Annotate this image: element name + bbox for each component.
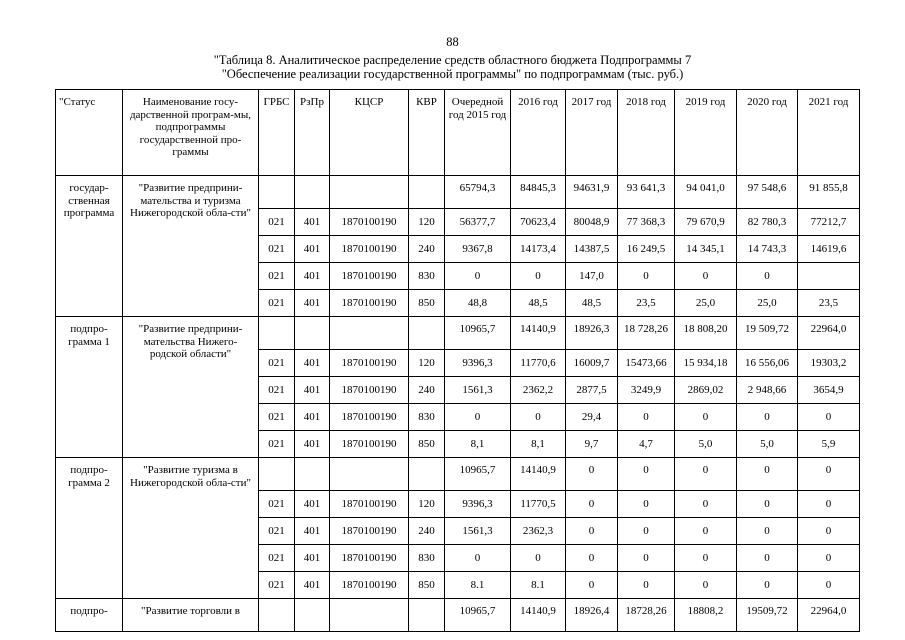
value-cell: 021 bbox=[259, 290, 295, 317]
value-cell: 0 bbox=[737, 545, 798, 572]
header-row bbox=[56, 90, 860, 176]
value-cell: 0 bbox=[675, 518, 737, 545]
value-cell: 18808,2 bbox=[675, 599, 737, 632]
value-cell: 0 bbox=[566, 518, 618, 545]
value-cell: 401 bbox=[295, 491, 330, 518]
value-cell: 93 641,3 bbox=[618, 176, 675, 209]
value-cell bbox=[295, 458, 330, 491]
value-cell bbox=[259, 317, 295, 350]
value-cell: 1870100190 bbox=[330, 572, 409, 599]
value-cell: 14140,9 bbox=[511, 458, 566, 491]
value-cell: 021 bbox=[259, 491, 295, 518]
value-cell: 240 bbox=[409, 518, 445, 545]
value-cell: 19 509,72 bbox=[737, 317, 798, 350]
value-cell: 021 bbox=[259, 518, 295, 545]
value-cell bbox=[259, 458, 295, 491]
value-cell: 2869,02 bbox=[675, 377, 737, 404]
value-cell: 1870100190 bbox=[330, 290, 409, 317]
col-kcsr-header: КЦСР bbox=[330, 90, 409, 176]
value-cell: 401 bbox=[295, 209, 330, 236]
table-row bbox=[56, 599, 860, 632]
value-cell: 5,0 bbox=[737, 431, 798, 458]
page-number: 88 bbox=[446, 35, 459, 49]
value-cell: 77 368,3 bbox=[618, 209, 675, 236]
value-cell: 830 bbox=[409, 263, 445, 290]
value-cell: 850 bbox=[409, 290, 445, 317]
value-cell: 401 bbox=[295, 431, 330, 458]
value-cell: 8.1 bbox=[511, 572, 566, 599]
value-cell: 48,5 bbox=[566, 290, 618, 317]
value-cell bbox=[798, 263, 860, 290]
value-cell: 0 bbox=[675, 458, 737, 491]
value-cell: 19303,2 bbox=[798, 350, 860, 377]
col-2019-header: 2019 год bbox=[675, 90, 737, 176]
status-cell: подпро- bbox=[56, 599, 123, 632]
value-cell: 48,8 bbox=[445, 290, 511, 317]
value-cell bbox=[330, 176, 409, 209]
value-cell: 401 bbox=[295, 518, 330, 545]
value-cell: 0 bbox=[511, 404, 566, 431]
value-cell: 15473,66 bbox=[618, 350, 675, 377]
value-cell: 11770,6 bbox=[511, 350, 566, 377]
value-cell: 14 345,1 bbox=[675, 236, 737, 263]
value-cell: 23,5 bbox=[618, 290, 675, 317]
value-cell: 2362,2 bbox=[511, 377, 566, 404]
value-cell: 0 bbox=[798, 572, 860, 599]
value-cell: 80048,9 bbox=[566, 209, 618, 236]
value-cell: 9396,3 bbox=[445, 350, 511, 377]
value-cell bbox=[295, 317, 330, 350]
value-cell: 70623,4 bbox=[511, 209, 566, 236]
value-cell: 0 bbox=[511, 263, 566, 290]
value-cell: 0 bbox=[566, 572, 618, 599]
value-cell: 18926,3 bbox=[566, 317, 618, 350]
value-cell bbox=[330, 458, 409, 491]
value-cell: 401 bbox=[295, 377, 330, 404]
table-row bbox=[56, 458, 860, 491]
col-2017-header: 2017 год bbox=[566, 90, 618, 176]
value-cell: 15 934,18 bbox=[675, 350, 737, 377]
value-cell: 0 bbox=[737, 263, 798, 290]
value-cell: 9367,8 bbox=[445, 236, 511, 263]
value-cell: 94631,9 bbox=[566, 176, 618, 209]
value-cell: 401 bbox=[295, 263, 330, 290]
value-cell: 65794,3 bbox=[445, 176, 511, 209]
value-cell: 77212,7 bbox=[798, 209, 860, 236]
value-cell: 5,9 bbox=[798, 431, 860, 458]
value-cell: 850 bbox=[409, 572, 445, 599]
value-cell: 0 bbox=[618, 491, 675, 518]
value-cell: 14 743,3 bbox=[737, 236, 798, 263]
program-name-cell: "Развитие торговли в bbox=[123, 599, 259, 632]
table-row bbox=[56, 176, 860, 209]
col-2016-header: 2016 год bbox=[511, 90, 566, 176]
value-cell: 8,1 bbox=[445, 431, 511, 458]
value-cell bbox=[409, 599, 445, 632]
value-cell: 0 bbox=[798, 404, 860, 431]
value-cell: 0 bbox=[675, 572, 737, 599]
value-cell: 0 bbox=[445, 545, 511, 572]
value-cell: 240 bbox=[409, 236, 445, 263]
program-name-cell: "Развитие туризма в Нижегородской обла-сти" bbox=[123, 458, 259, 599]
value-cell: 1870100190 bbox=[330, 491, 409, 518]
table-body bbox=[56, 176, 860, 632]
value-cell: 8.1 bbox=[445, 572, 511, 599]
value-cell: 021 bbox=[259, 263, 295, 290]
value-cell: 14140,9 bbox=[511, 317, 566, 350]
value-cell: 4,7 bbox=[618, 431, 675, 458]
value-cell: 021 bbox=[259, 431, 295, 458]
value-cell: 10965,7 bbox=[445, 599, 511, 632]
value-cell: 9396,3 bbox=[445, 491, 511, 518]
value-cell: 0 bbox=[675, 545, 737, 572]
value-cell: 021 bbox=[259, 545, 295, 572]
value-cell: 91 855,8 bbox=[798, 176, 860, 209]
value-cell: 120 bbox=[409, 491, 445, 518]
value-cell: 401 bbox=[295, 404, 330, 431]
value-cell: 0 bbox=[618, 404, 675, 431]
value-cell: 0 bbox=[618, 545, 675, 572]
value-cell: 8,1 bbox=[511, 431, 566, 458]
value-cell: 22964,0 bbox=[798, 317, 860, 350]
value-cell: 1870100190 bbox=[330, 236, 409, 263]
caption-line-1: "Таблица 8. Аналитическое распределение средств областного бюджета Подпрограммы 7 bbox=[213, 53, 692, 67]
value-cell: 10965,7 bbox=[445, 317, 511, 350]
table-caption bbox=[0, 53, 905, 81]
value-cell: 401 bbox=[295, 350, 330, 377]
col-2021-header: 2021 год bbox=[798, 90, 860, 176]
value-cell: 19509,72 bbox=[737, 599, 798, 632]
value-cell: 830 bbox=[409, 404, 445, 431]
value-cell: 23,5 bbox=[798, 290, 860, 317]
value-cell: 56377,7 bbox=[445, 209, 511, 236]
value-cell: 16 249,5 bbox=[618, 236, 675, 263]
value-cell: 0 bbox=[445, 263, 511, 290]
value-cell: 850 bbox=[409, 431, 445, 458]
status-cell: подпро-грамма 2 bbox=[56, 458, 123, 599]
col-name-header: Наименование госу-дарственной програм-мы, подпрограммы государственной про-граммы bbox=[123, 90, 259, 176]
value-cell: 1870100190 bbox=[330, 377, 409, 404]
value-cell: 0 bbox=[675, 263, 737, 290]
value-cell: 0 bbox=[798, 458, 860, 491]
budget-table bbox=[55, 89, 860, 632]
caption-line-2: "Обеспечение реализации государственной программы" по подпрограммам (тыс. руб.) bbox=[221, 67, 684, 81]
value-cell: 021 bbox=[259, 236, 295, 263]
value-cell bbox=[259, 176, 295, 209]
col-2020-header: 2020 год bbox=[737, 90, 798, 176]
value-cell: 0 bbox=[737, 491, 798, 518]
value-cell: 29,4 bbox=[566, 404, 618, 431]
value-cell: 22964,0 bbox=[798, 599, 860, 632]
value-cell: 021 bbox=[259, 350, 295, 377]
value-cell: 14387,5 bbox=[566, 236, 618, 263]
value-cell: 97 548,6 bbox=[737, 176, 798, 209]
status-cell: подпро-грамма 1 bbox=[56, 317, 123, 458]
value-cell: 0 bbox=[675, 404, 737, 431]
value-cell: 0 bbox=[511, 545, 566, 572]
program-name-cell: "Развитие предприни-мательства и туризма Нижегородской обла-сти" bbox=[123, 176, 259, 317]
value-cell: 25,0 bbox=[737, 290, 798, 317]
value-cell: 021 bbox=[259, 572, 295, 599]
value-cell: 0 bbox=[737, 458, 798, 491]
value-cell: 0 bbox=[798, 518, 860, 545]
status-cell: государ-ственная программа bbox=[56, 176, 123, 317]
table-header bbox=[56, 90, 860, 176]
value-cell: 1870100190 bbox=[330, 350, 409, 377]
value-cell: 0 bbox=[566, 491, 618, 518]
col-rzpr-header: РзПр bbox=[295, 90, 330, 176]
value-cell bbox=[295, 176, 330, 209]
value-cell: 3249,9 bbox=[618, 377, 675, 404]
value-cell: 18728,26 bbox=[618, 599, 675, 632]
value-cell: 11770,5 bbox=[511, 491, 566, 518]
value-cell: 401 bbox=[295, 236, 330, 263]
value-cell: 0 bbox=[566, 545, 618, 572]
value-cell: 1870100190 bbox=[330, 209, 409, 236]
value-cell: 14140,9 bbox=[511, 599, 566, 632]
value-cell: 401 bbox=[295, 572, 330, 599]
value-cell: 10965,7 bbox=[445, 458, 511, 491]
value-cell: 14173,4 bbox=[511, 236, 566, 263]
col-grbs-header: ГРБС bbox=[259, 90, 295, 176]
value-cell: 9,7 bbox=[566, 431, 618, 458]
value-cell: 2 948,66 bbox=[737, 377, 798, 404]
value-cell: 84845,3 bbox=[511, 176, 566, 209]
value-cell: 0 bbox=[737, 404, 798, 431]
value-cell: 021 bbox=[259, 209, 295, 236]
value-cell bbox=[409, 317, 445, 350]
value-cell: 0 bbox=[445, 404, 511, 431]
value-cell: 16 556,06 bbox=[737, 350, 798, 377]
value-cell: 1561,3 bbox=[445, 377, 511, 404]
value-cell: 3654,9 bbox=[798, 377, 860, 404]
value-cell: 240 bbox=[409, 377, 445, 404]
value-cell: 0 bbox=[618, 263, 675, 290]
value-cell: 0 bbox=[798, 491, 860, 518]
value-cell: 0 bbox=[618, 458, 675, 491]
value-cell: 18926,4 bbox=[566, 599, 618, 632]
col-2015-header: Очередной год 2015 год bbox=[445, 90, 511, 176]
value-cell bbox=[409, 176, 445, 209]
value-cell: 1561,3 bbox=[445, 518, 511, 545]
value-cell: 79 670,9 bbox=[675, 209, 737, 236]
value-cell: 830 bbox=[409, 545, 445, 572]
value-cell: 18 808,20 bbox=[675, 317, 737, 350]
value-cell: 1870100190 bbox=[330, 518, 409, 545]
value-cell: 1870100190 bbox=[330, 404, 409, 431]
value-cell: 94 041,0 bbox=[675, 176, 737, 209]
value-cell: 021 bbox=[259, 377, 295, 404]
value-cell: 0 bbox=[675, 491, 737, 518]
value-cell: 401 bbox=[295, 290, 330, 317]
value-cell: 5,0 bbox=[675, 431, 737, 458]
col-kvr-header: КВР bbox=[409, 90, 445, 176]
value-cell: 0 bbox=[737, 518, 798, 545]
table-row bbox=[56, 317, 860, 350]
value-cell: 1870100190 bbox=[330, 263, 409, 290]
value-cell: 120 bbox=[409, 350, 445, 377]
value-cell: 0 bbox=[618, 518, 675, 545]
value-cell: 120 bbox=[409, 209, 445, 236]
value-cell: 14619,6 bbox=[798, 236, 860, 263]
col-2018-header: 2018 год bbox=[618, 90, 675, 176]
program-name-cell: "Развитие предприни-мательства Нижего-родской области" bbox=[123, 317, 259, 458]
value-cell bbox=[330, 317, 409, 350]
value-cell: 82 780,3 bbox=[737, 209, 798, 236]
value-cell: 0 bbox=[618, 572, 675, 599]
value-cell: 0 bbox=[737, 572, 798, 599]
value-cell bbox=[409, 458, 445, 491]
value-cell: 25,0 bbox=[675, 290, 737, 317]
value-cell: 0 bbox=[566, 458, 618, 491]
value-cell: 2362,3 bbox=[511, 518, 566, 545]
value-cell: 18 728,26 bbox=[618, 317, 675, 350]
value-cell: 48,5 bbox=[511, 290, 566, 317]
col-status-header: "Статус bbox=[56, 90, 123, 176]
value-cell: 1870100190 bbox=[330, 545, 409, 572]
value-cell: 1870100190 bbox=[330, 431, 409, 458]
value-cell: 147,0 bbox=[566, 263, 618, 290]
value-cell: 0 bbox=[798, 545, 860, 572]
value-cell bbox=[295, 599, 330, 632]
value-cell: 2877,5 bbox=[566, 377, 618, 404]
value-cell: 16009,7 bbox=[566, 350, 618, 377]
value-cell bbox=[259, 599, 295, 632]
value-cell: 401 bbox=[295, 545, 330, 572]
value-cell: 021 bbox=[259, 404, 295, 431]
value-cell bbox=[330, 599, 409, 632]
